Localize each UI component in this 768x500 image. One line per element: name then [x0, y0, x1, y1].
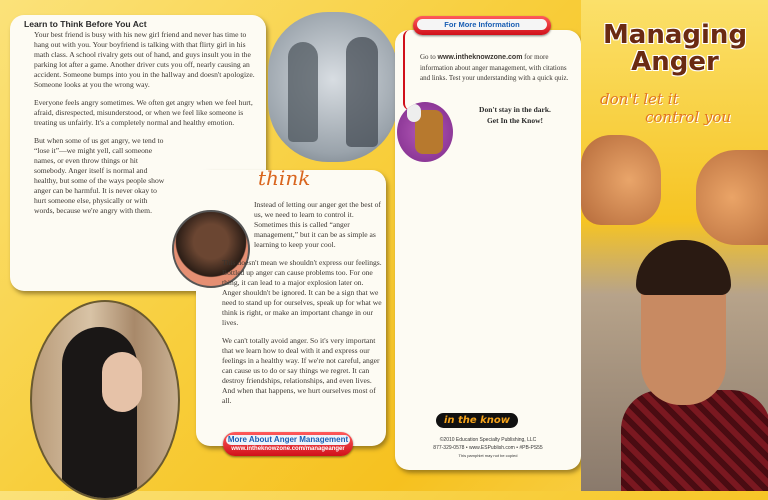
section-heading: Learn to Think Before You Act [24, 19, 147, 29]
more-info-label: For More Information [417, 19, 547, 30]
tagline [460, 104, 570, 126]
link-title: More About Anger Management [227, 435, 349, 444]
cover-title-line: Anger [631, 47, 719, 77]
tagline-line: Don't stay in the dark. [479, 105, 551, 114]
copyright: ©2010 Education Specialty Publishing, LLC [439, 437, 537, 443]
mouse-hand-icon [397, 102, 453, 162]
intro-paragraph: But when some of us get angry, we tend to “lose it”—we might yell, call someone names, or even throw things or hit somebody. Anger itself is normal and healthy, but some of the ways people show anger can be harmful. It is never okay to hurt someone else, physically or with words, because we're angry with them. [34, 136, 165, 215]
contact-info: 877-329-0578 • www.ESPublish.com • #PB-PS55 [433, 445, 543, 451]
anger-management-link[interactable] [223, 432, 353, 456]
think-script-title: think [258, 166, 311, 190]
cover-title [595, 22, 755, 76]
tagline-line: Get In the Know! [486, 116, 544, 125]
cover-tagline-line: don't let it [600, 90, 679, 108]
go-to-text: Go to [420, 53, 438, 61]
angry-man-photo [621, 240, 741, 491]
fist-left [581, 135, 661, 225]
more-info-pill [413, 16, 551, 35]
in-the-know-logo: in the know [436, 413, 518, 428]
fist-right [696, 150, 768, 245]
think-section [222, 200, 382, 414]
think-paragraph: We can't totally avoid anger. So it's very important that we learn how to deal with it and express our feelings in a healthy way. If we're not careful, anger can cause us to do or say things we regret. It can destroy friendships, relationships, and even lives. And when that happens, we hurt ourselves most of all. [222, 336, 380, 405]
cover-tagline [600, 90, 731, 126]
link-url[interactable]: www.intheknowzone.com/manageanger [231, 446, 345, 452]
info-text [420, 52, 575, 83]
cover-title-line: Managing [602, 20, 748, 50]
intro-section [24, 19, 256, 224]
arguing-silhouettes-photo [268, 12, 398, 162]
intro-paragraph: Your best friend is busy with his new girl friend and never has time to hang out with you. Your boyfriend is talking with that flirty girl in his math class. A school rivalry gets out of hand, and guys insult you in the parking lot after a game. Another driver cuts you off, nearly causing an accident. Someone bumps into you in the hallway and doesn't apologize. Someone looks at you the wrong way. [34, 30, 255, 89]
copyright-block [395, 436, 581, 459]
think-paragraph: Instead of letting our anger get the best of us, we need to learn to control it. Sometimes this is called “anger management,” but it can be as simple as learning to keep your cool. [254, 200, 381, 249]
info-card [395, 30, 581, 470]
info-description: for more information about anger management, with citations and links. Test your understanding with a quick quiz. [420, 53, 569, 82]
copy-notice: This pamphlet may not be copied [458, 453, 518, 458]
intro-paragraph: Everyone feels angry sometimes. We often get angry when we feel hurt, afraid, disrespected, misunderstood, or when we feel like someone is treating us unfairly. It's a completely normal and healthy emotion. [34, 98, 253, 127]
young-woman-photo [30, 300, 180, 500]
think-paragraph: This doesn't mean we shouldn't express our feelings. Bottled up anger can cause problems too. For one thing, it can lead to a major explosion later on. Anger shouldn't be ignored. It can be a sign that we need to stand up for ourselves, speak up for what we think is right, or make an important change in our lives. [222, 258, 382, 327]
mouse-cord [403, 30, 417, 110]
cover-tagline-line: control you [645, 108, 732, 126]
website-link[interactable]: www.intheknowzone.com [437, 54, 523, 61]
